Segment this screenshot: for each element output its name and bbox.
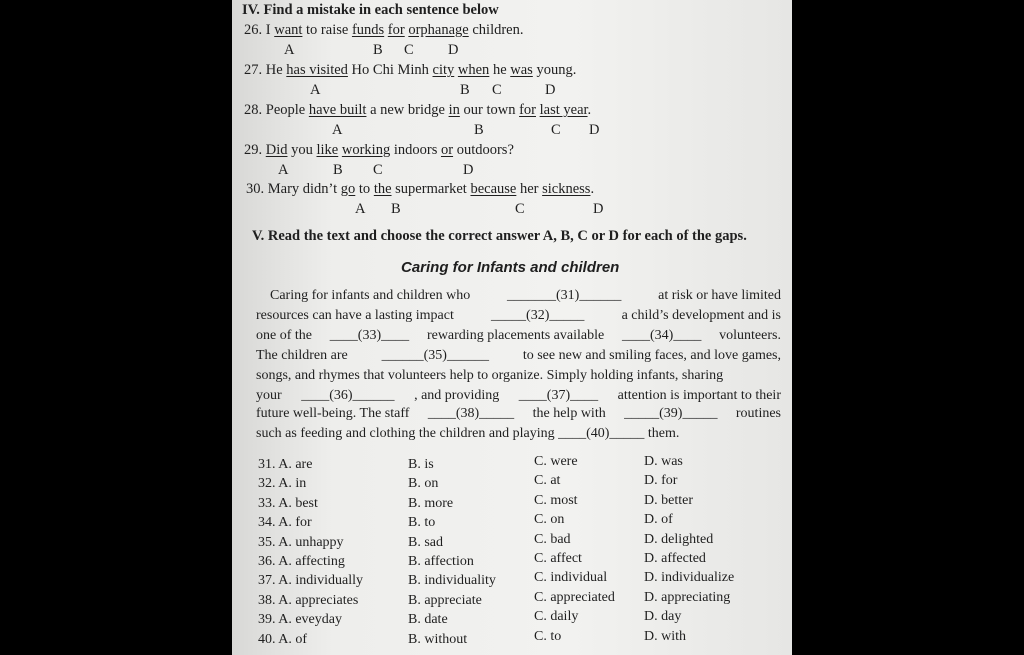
q28-letter-a: A <box>332 122 343 138</box>
q26-letter-d: D <box>448 42 459 58</box>
question-28: 28. People have built a new bridge in our town for last year. <box>244 102 592 118</box>
option-q33-c: C. most <box>534 492 578 508</box>
q26-letter-b: B <box>373 42 383 58</box>
q29-letter-c: C <box>373 162 383 178</box>
gap-33: ____(33)____ <box>329 328 410 343</box>
option-q35-d: D. delighted <box>644 531 714 547</box>
q27-letter-a: A <box>310 82 321 98</box>
option-q37-b: B. individuality <box>408 573 496 589</box>
gap-36: ____(36)______ <box>301 388 395 403</box>
gap-40: ____(40)_____ <box>558 426 645 441</box>
option-q38-d: D. appreciating <box>644 589 731 605</box>
option-q40-c: C. to <box>534 628 562 644</box>
q29-letter-d: D <box>463 162 474 178</box>
option-q31-d: D. was <box>644 454 683 469</box>
option-q32-b: B. on <box>408 476 439 492</box>
option-q39-a: 39. A. eveyday <box>258 612 342 628</box>
option-q32-a: 32. A. in <box>258 476 307 492</box>
q29-letter-b: B <box>333 162 343 178</box>
option-q34-c: C. on <box>534 512 565 528</box>
option-q34-b: B. to <box>408 515 436 531</box>
option-q40-d: D. with <box>644 628 686 644</box>
option-q39-d: D. day <box>644 609 682 625</box>
option-q36-d: D. affected <box>644 551 706 566</box>
option-q38-c: C. appreciated <box>534 589 615 605</box>
q27-letter-b: B <box>460 82 470 98</box>
option-q32-c: C. at <box>534 473 561 489</box>
gap-31: _______(31)______ <box>507 288 622 303</box>
q29-letter-a: A <box>278 162 289 178</box>
q28-letter-d: D <box>589 122 600 138</box>
passage-line-4: The children are ______(35)______ to see new and smiling faces, and love games, <box>256 348 781 363</box>
gap-37: ____(37)____ <box>518 388 599 403</box>
option-q37-d: D. individualize <box>644 570 735 586</box>
option-q40-b: B. without <box>408 631 468 647</box>
q28-letter-c: C <box>551 122 561 138</box>
option-q31-c: C. were <box>534 454 578 469</box>
option-q31-a: 31. A. are <box>258 457 313 472</box>
gap-34: ____(34)____ <box>622 328 702 343</box>
option-q36-b: B. affection <box>408 554 474 569</box>
q27-letter-d: D <box>545 82 556 98</box>
passage-title: Caring for Infants and children <box>401 259 620 276</box>
gap-38: ____(38)_____ <box>427 406 515 421</box>
passage-line-6: your ____(36)______ , and providing ____(37)____ attention is important to their <box>256 388 781 403</box>
question-26: 26. I want to raise funds for orphanage children. <box>244 22 524 38</box>
option-q35-a: 35. A. unhappy <box>258 534 344 550</box>
passage-line-1: Caring for infants and children who _______(31)______ at risk or have limited <box>270 288 781 303</box>
option-q35-b: B. sad <box>408 534 443 550</box>
passage-line-3: one of the ____(33)____ rewarding placements available ____(34)____ volunteers. <box>256 328 781 343</box>
q27-letter-c: C <box>492 82 502 98</box>
question-27: 27. He has visited Ho Chi Minh city when he was young. <box>244 62 577 78</box>
option-q40-a: 40. A. of <box>258 631 307 647</box>
section-4-heading: IV. Find a mistake in each sentence below <box>242 2 499 18</box>
q30-letter-d: D <box>593 201 604 217</box>
option-q36-a: 36. A. affecting <box>258 554 345 569</box>
worksheet-page <box>232 0 792 655</box>
passage-line-8: such as feeding and clothing the children and playing ____(40)_____ them. <box>256 426 680 441</box>
option-q37-a: 37. A. individually <box>258 573 363 589</box>
passage-line-2: resources can have a lasting impact _____(32)_____ a child’s development and is <box>256 308 781 323</box>
option-q34-a: 34. A. for <box>258 515 312 531</box>
gap-39: _____(39)_____ <box>624 406 718 421</box>
option-q38-b: B. appreciate <box>408 592 482 608</box>
option-q38-a: 38. A. appreciates <box>258 592 359 608</box>
option-q31-b: B. is <box>408 457 434 472</box>
q30-letter-a: A <box>355 201 366 217</box>
section-5-heading: V. Read the text and choose the correct answer A, B, C or D for each of the gaps. <box>252 228 747 244</box>
option-q36-c: C. affect <box>534 551 582 566</box>
option-q33-d: D. better <box>644 492 693 508</box>
option-q37-c: C. individual <box>534 570 608 586</box>
option-q32-d: D. for <box>644 473 678 489</box>
q28-letter-b: B <box>474 122 484 138</box>
q26-letter-a: A <box>284 42 295 58</box>
option-q33-a: 33. A. best <box>258 495 318 511</box>
q26-letter-c: C <box>404 42 414 58</box>
gap-32: _____(32)_____ <box>491 308 585 323</box>
passage-line-5: songs, and rhymes that volunteers help to organize. Simply holding infants, sharing <box>256 368 724 383</box>
option-q39-b: B. date <box>408 612 448 628</box>
option-q34-d: D. of <box>644 512 673 528</box>
question-30: 30. Mary didn’t go to the supermarket because her sickness. <box>246 181 595 197</box>
question-29: 29. Did you like working indoors or outdoors? <box>244 142 514 158</box>
q30-letter-b: B <box>391 201 401 217</box>
option-q35-c: C. bad <box>534 531 571 547</box>
passage-line-7: future well-being. The staff ____(38)_____ the help with _____(39)_____ routines <box>256 406 781 421</box>
option-q39-c: C. daily <box>534 609 579 625</box>
q30-letter-c: C <box>515 201 525 217</box>
gap-35: ______(35)______ <box>381 348 489 363</box>
option-q33-b: B. more <box>408 495 454 511</box>
